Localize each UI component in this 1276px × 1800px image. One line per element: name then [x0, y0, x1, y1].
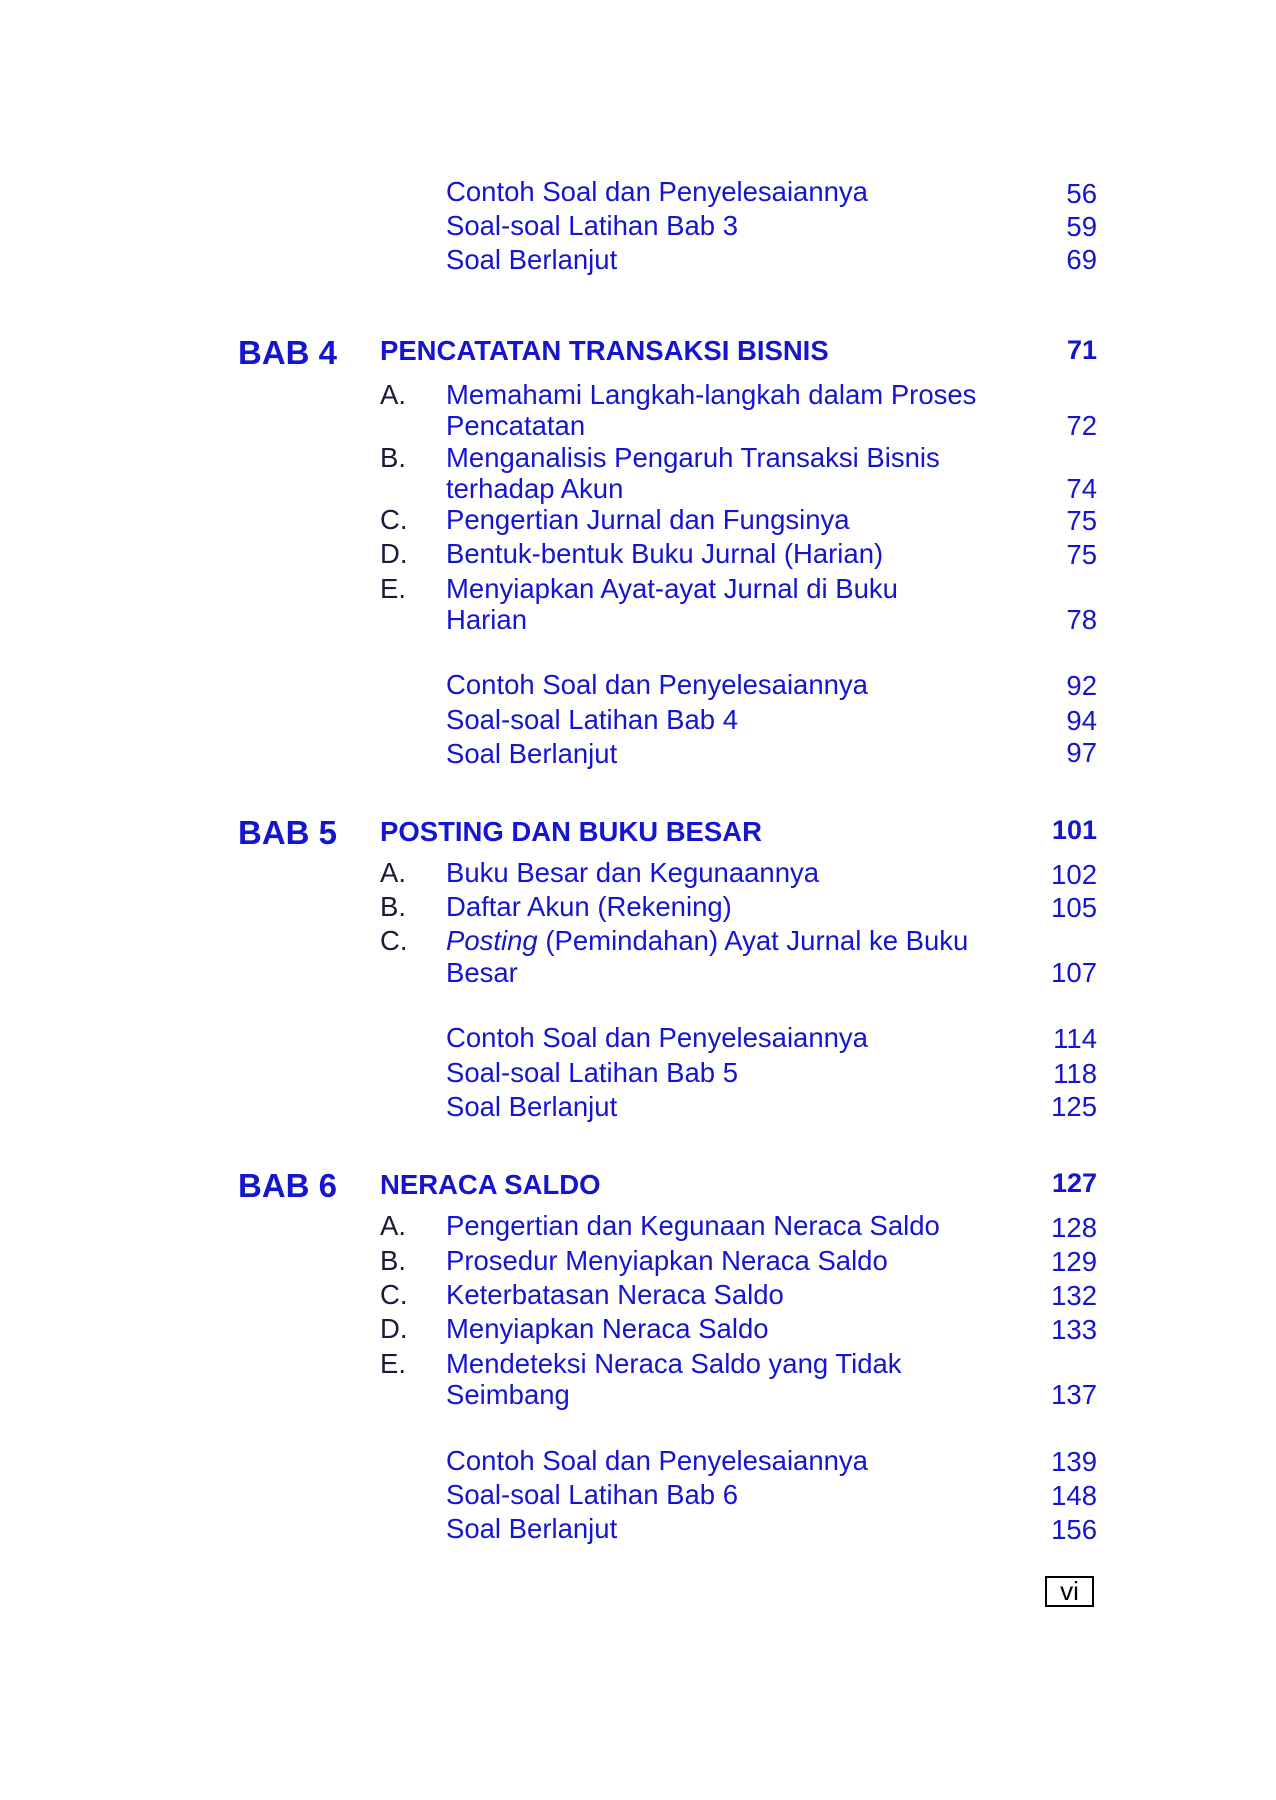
- toc-entry-title: Soal Berlanjut: [446, 244, 618, 275]
- section-letter: B.: [380, 1245, 406, 1276]
- chapter-title: NERACA SALDO: [380, 1169, 601, 1200]
- toc-entry-page: 125: [1051, 1091, 1097, 1122]
- toc-entry-title: Contoh Soal dan Penyelesaiannya: [446, 1445, 868, 1476]
- chapter-page: 127: [1051, 1168, 1097, 1198]
- toc-entry-page: 59: [1066, 211, 1097, 242]
- section-title: Pengertian dan Kegunaan Neraca Saldo: [446, 1210, 940, 1241]
- section-page: 133: [1051, 1314, 1097, 1345]
- section-letter: A.: [380, 379, 406, 410]
- section-title: Prosedur Menyiapkan Neraca Saldo: [446, 1245, 888, 1276]
- toc-entry-title: Soal-soal Latihan Bab 5: [446, 1057, 739, 1088]
- section-title: Mendeteksi Neraca Saldo yang Tidak: [446, 1348, 902, 1379]
- toc-entry-page: 94: [1066, 705, 1097, 736]
- section-page: 129: [1051, 1246, 1097, 1277]
- toc-entry-page: 92: [1066, 670, 1097, 701]
- section-title: Pengertian Jurnal dan Fungsinya: [446, 504, 850, 535]
- toc-entry-page: 114: [1053, 1023, 1097, 1054]
- section-letter: E.: [380, 573, 406, 604]
- toc-entry-title: Soal-soal Latihan Bab 3: [446, 210, 739, 241]
- section-page: 72: [1066, 410, 1097, 441]
- section-title-cont: Pencatatan: [446, 410, 586, 441]
- toc-entry-title: Soal-soal Latihan Bab 4: [446, 704, 739, 735]
- section-letter: D.: [380, 1313, 408, 1344]
- section-title-cont: Besar: [446, 957, 518, 988]
- section-title: Keterbatasan Neraca Saldo: [446, 1279, 784, 1310]
- toc-entry-page: 56: [1066, 178, 1097, 209]
- section-title: [446, 925, 968, 957]
- toc-entry-page: 118: [1053, 1058, 1097, 1089]
- section-title-cont: terhadap Akun: [446, 473, 624, 504]
- chapter-title: PENCATATAN TRANSAKSI BISNIS: [380, 335, 829, 366]
- section-page: 74: [1066, 473, 1097, 504]
- toc-entry-title: Contoh Soal dan Penyelesaiannya: [446, 1022, 868, 1053]
- section-page: 75: [1066, 505, 1097, 536]
- chapter-page: 101: [1051, 815, 1097, 845]
- section-page: 107: [1051, 957, 1097, 988]
- toc-entry-page: 97: [1066, 737, 1097, 768]
- section-title: Daftar Akun (Rekening): [446, 891, 732, 922]
- section-letter: B.: [380, 442, 406, 473]
- section-page: 132: [1051, 1280, 1097, 1311]
- section-letter: A.: [380, 857, 406, 888]
- toc-entry-title: Soal-soal Latihan Bab 6: [446, 1479, 739, 1510]
- section-title-rest: (Pemindahan) Ayat Jurnal ke Buku: [537, 925, 969, 956]
- section-letter: B.: [380, 891, 406, 922]
- section-title-italic: Posting: [446, 925, 538, 956]
- page-number: vi: [1045, 1576, 1094, 1607]
- toc-entry-title: Contoh Soal dan Penyelesaiannya: [446, 176, 868, 207]
- section-title: Menyiapkan Ayat-ayat Jurnal di Buku: [446, 573, 898, 604]
- chapter-title: POSTING DAN BUKU BESAR: [380, 816, 762, 847]
- toc-entry-page: 148: [1051, 1480, 1097, 1511]
- section-letter: D.: [380, 538, 408, 569]
- toc-entry-page: 139: [1051, 1446, 1097, 1477]
- chapter-label: BAB 4: [238, 334, 338, 371]
- section-page: 78: [1066, 604, 1097, 635]
- section-page: 137: [1051, 1379, 1097, 1410]
- section-page: 105: [1051, 892, 1097, 923]
- chapter-label: BAB 5: [238, 814, 338, 851]
- section-letter: C.: [380, 925, 408, 956]
- toc-entry-title: Soal Berlanjut: [446, 1513, 618, 1544]
- section-page: 75: [1066, 539, 1097, 570]
- section-title: Memahami Langkah-langkah dalam Proses: [446, 379, 977, 410]
- chapter-page: 71: [1066, 335, 1097, 365]
- section-letter: C.: [380, 504, 408, 535]
- section-title: Menganalisis Pengaruh Transaksi Bisnis: [446, 442, 940, 473]
- section-title-cont: Seimbang: [446, 1379, 570, 1410]
- toc-entry-page: 156: [1051, 1514, 1097, 1545]
- toc-entry-title: Soal Berlanjut: [446, 738, 618, 769]
- chapter-label: BAB 6: [238, 1167, 338, 1204]
- toc-entry-title: Contoh Soal dan Penyelesaiannya: [446, 669, 868, 700]
- section-title: Menyiapkan Neraca Saldo: [446, 1313, 769, 1344]
- section-title-cont: Harian: [446, 604, 528, 635]
- toc-entry-page: 69: [1066, 244, 1097, 275]
- toc-entry-title: Soal Berlanjut: [446, 1091, 618, 1122]
- section-letter: A.: [380, 1210, 406, 1241]
- section-page: 128: [1051, 1212, 1097, 1243]
- section-title: Buku Besar dan Kegunaannya: [446, 857, 820, 888]
- section-letter: E.: [380, 1348, 406, 1379]
- section-letter: C.: [380, 1279, 408, 1310]
- section-title: Bentuk-bentuk Buku Jurnal (Harian): [446, 538, 884, 569]
- section-page: 102: [1051, 859, 1097, 890]
